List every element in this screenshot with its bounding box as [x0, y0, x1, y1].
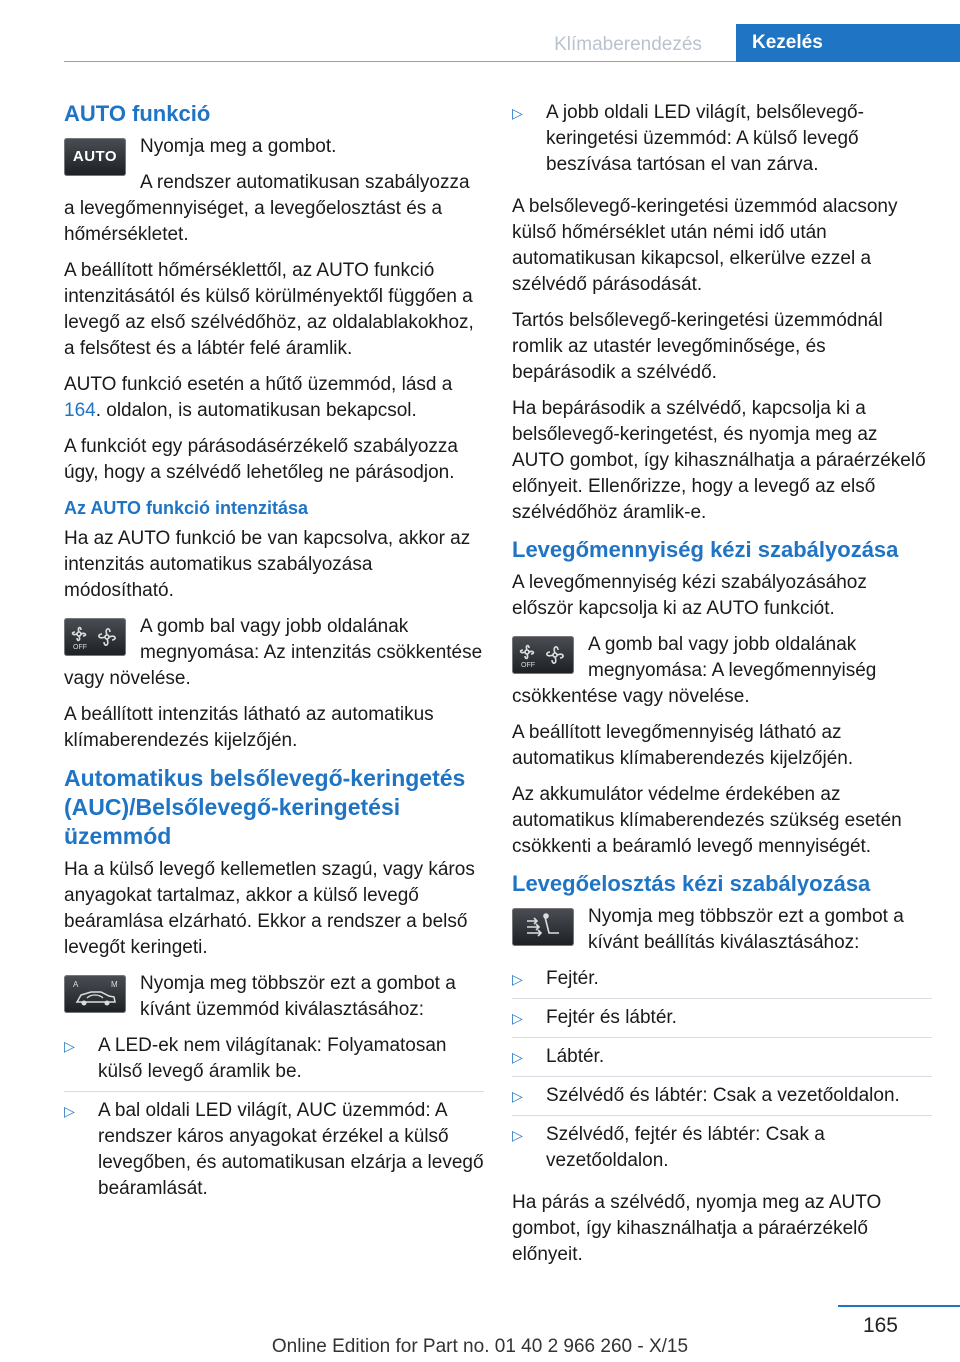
footer-edition: Online Edition for Part no. 01 40 2 966 260 - X/15 [271, 1336, 689, 1357]
dist-heading: Levegőelosztás kézi szabályozása [512, 871, 871, 896]
intensity-icon-row [64, 614, 484, 692]
auc-list [64, 1033, 484, 1208]
auto-icon-row [64, 134, 484, 248]
air-p4: Az akkumulátor védelme érdekében az automatikus klímaberendezés szükség esetén csökkenti a beáramló levegő mennyiségét. [512, 784, 902, 857]
auc-p1: Ha a külső levegő kellemetlen szagú, vagy káros anyagokat tartalmaz, akkor a külső levegő beáramlása elzárható. Ekkor a rendszer a belső levegőt keringeti. [64, 859, 475, 958]
list-item: ▷ Szélvédő és lábtér: Csak a vezetőoldalon. [512, 1083, 932, 1116]
air-p3: A beállított levegőmennyiség látható az automatikus klímaberendezés kijelzőjén. [512, 722, 854, 769]
header-tab: Kezelés [736, 24, 960, 62]
page-ref-link[interactable]: 164 [64, 400, 96, 421]
triangle-bullet-icon: ▷ [512, 105, 523, 121]
right-p3: Ha bepárásodik a szélvédő, kapcsolja ki a belsőlevegő-keringetést, és nyomja meg az AUTO gombot, így kihasználhatja a páraérzékelő előnyeit. Ellenőrizze, hogy a levegő az első szélvédőhöz áramlik-e. [512, 398, 926, 523]
right-p2: Tartós belsőlevegő-keringetési üzemmódnál romlik az utastér levegőminősége, és bepárásodik a szélvédő. [512, 310, 883, 383]
list-item: ▷ Fejtér. [512, 966, 932, 999]
air-p2: A gomb bal vagy jobb oldalának megnyomása: A levegőmennyiség csökkentése vagy növelése. [512, 634, 877, 707]
intensity-heading: Az AUTO funkció intenzitása [64, 498, 309, 518]
auc-list-continued [512, 100, 932, 184]
auc-icon-row [64, 971, 484, 1023]
list-item: ▷ Szélvédő, fejtér és lábtér: Csak a vezetőoldalon. [512, 1124, 825, 1171]
triangle-bullet-icon: ▷ [512, 971, 523, 987]
auto-p2: A rendszer automatikusan szabályozza a levegőmennyiséget, a levegőelosztást és a hőmérsékletet. [64, 172, 470, 245]
air-icon-row [512, 632, 932, 710]
dist-p1: Nyomja meg többször ezt a gombot a kívánt beállítás kiválasztásához: [588, 906, 904, 953]
list-item: ▷ A bal oldali LED világít, AUC üzemmód: A rendszer káros anyagokat érzékel a külső levegőben, és automatikusan elzárja a levegő beáramlását. [64, 1100, 484, 1199]
svg-text:OFF: OFF [73, 644, 87, 651]
svg-text:A: A [73, 980, 79, 989]
triangle-bullet-icon: ▷ [512, 1127, 523, 1143]
int-p3: A beállított intenzitás látható az automatikus klímaberendezés kijelzőjén. [64, 704, 434, 751]
triangle-bullet-icon: ▷ [64, 1103, 75, 1119]
list-item: ▷ Lábtér. [512, 1044, 932, 1077]
auto-button-icon [64, 138, 126, 176]
dist-icon-row [512, 904, 932, 956]
fan-button-icon [512, 636, 574, 674]
car-recirculation-icon [67, 978, 123, 1010]
svg-text:M: M [111, 980, 118, 989]
auto-p5: A funkciót egy párásodásérzékelő szabályozza úgy, hogy a szélvédő lehetőleg ne párásodjon. [64, 436, 458, 483]
right-p1: A belsőlevegő-keringetési üzemmód alacsony külső hőmérséklet után némi idő után automatikusan kikapcsol, elkerülve ezzel a szélvédő párásodását. [512, 196, 898, 295]
seat-airflow-icon [515, 911, 571, 943]
fan-icon [67, 622, 123, 652]
svg-text:OFF: OFF [521, 662, 535, 669]
page-number: 165 [862, 1314, 898, 1337]
auto-p4: AUTO funkció esetén a hűtő üzemmód, lásd a 164. oldalon, is automatikusan bekapcsol. [64, 374, 453, 421]
list-item: ▷ A LED-ek nem világítanak: Folyamatosan külső levegő áramlik be. [64, 1033, 484, 1092]
triangle-bullet-icon: ▷ [512, 1010, 523, 1026]
left-column [64, 100, 484, 1218]
triangle-bullet-icon: ▷ [512, 1049, 523, 1065]
air-distribution-button-icon [512, 908, 574, 946]
triangle-bullet-icon: ▷ [64, 1038, 75, 1054]
footer-rule [838, 1305, 960, 1307]
int-p2: A gomb bal vagy jobb oldalának megnyomása: Az intenzitás csökkentése vagy növelése. [64, 616, 483, 689]
int-p1: Ha az AUTO funkció be van kapcsolva, akkor az intenzitás automatikus szabályozása módosítható. [64, 528, 471, 601]
fan-icon [515, 640, 571, 670]
list-item: ▷ A jobb oldali LED világít, belsőlevegő-keringetési üzemmód: A külső levegő beszívása tartósan el van zárva. [512, 102, 864, 175]
triangle-bullet-icon: ▷ [512, 1088, 523, 1104]
air-p1: A levegőmennyiség kézi szabályozásához először kapcsolja ki az AUTO funkciót. [512, 572, 867, 619]
dist-p2: Ha párás a szélvédő, nyomja meg az AUTO gombot, így kihasználhatja a páraérzékelő előnyeit. [512, 1192, 882, 1265]
auc-p2: Nyomja meg többször ezt a gombot a kívánt üzemmód kiválasztásához: [140, 973, 456, 1020]
auto-p3: A beállított hőmérséklettől, az AUTO funkció intenzitásától és külső körülményektől függően a levegő az első szélvédőhöz, az oldalablakokhoz, a felsőtest és a lábtér felé áramlik. [64, 260, 474, 359]
air-heading: Levegőmennyiség kézi szabályozása [512, 537, 899, 562]
auc-heading: Automatikus belsőlevegő-keringetés (AUC)/Belsőlevegő-keringetési üzemmód [64, 765, 466, 849]
header-section: Klímaberendezés [554, 34, 702, 55]
fan-button-icon [64, 618, 126, 656]
auto-p1: Nyomja meg a gombot. [140, 136, 337, 157]
list-item: ▷ Fejtér és lábtér. [512, 1005, 932, 1038]
auto-heading: AUTO funkció [64, 101, 211, 126]
right-column [512, 100, 932, 1278]
recirculation-button-icon [64, 975, 126, 1013]
auto-button-label: AUTO [72, 148, 118, 165]
dist-list [512, 966, 932, 1180]
